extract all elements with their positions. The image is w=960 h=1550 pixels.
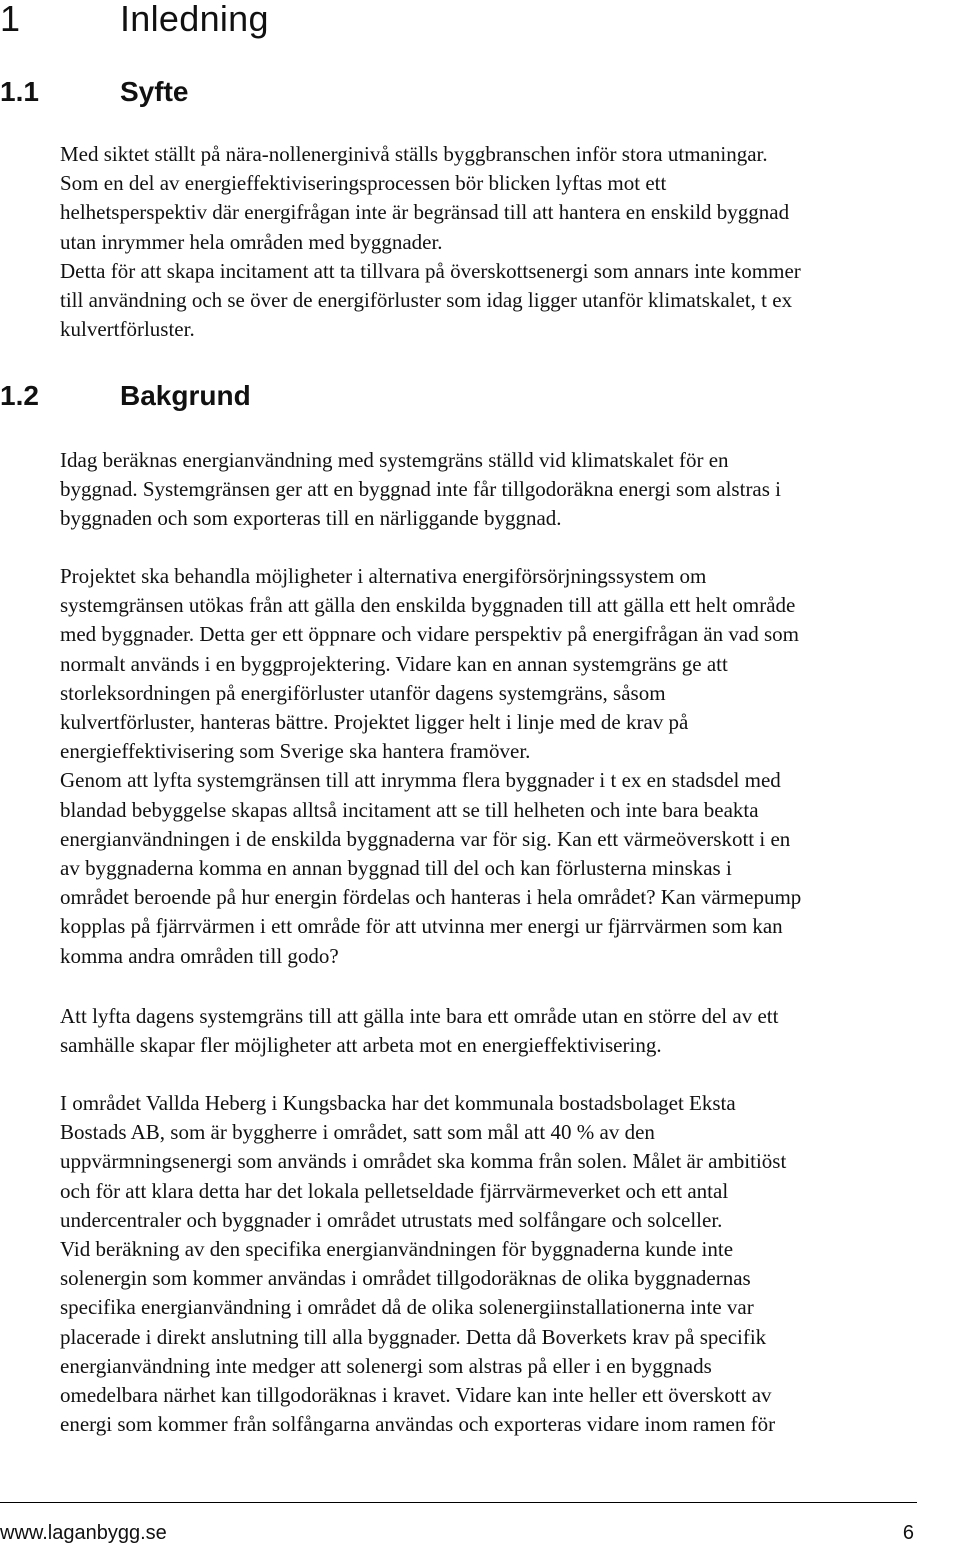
text-line: byggnaden och som exporteras till en närliggande byggnad. [60, 506, 562, 531]
text-line: energianvändningen i de enskilda byggnaderna var för sig. Kan ett värmeöverskott i en [60, 826, 791, 851]
text-line: helhetsperspektiv där energifrågan inte är begränsad till att hantera en enskild byggnad [60, 200, 790, 225]
text-line: specifika energianvändning i området då de olika solenergiinstallationerna inte var [60, 1295, 754, 1320]
text-line: Med siktet ställt på nära-nollenerginivå ställs byggbranschen inför stora utmaningar. [60, 142, 768, 166]
text-line: solenergin som kommer användas i området tillgodoräknas de olika byggnadernas [60, 1266, 751, 1291]
text-line: samhälle skapar fler möjligheter att arbeta mot en energieffektivisering. [60, 1033, 662, 1058]
text-line: Som en del av energieffektiviseringsprocessen bör blicken lyftas mot ett [60, 171, 667, 196]
paragraph-bakgrund-1 [60, 446, 960, 534]
section-heading-bakgrund [0, 379, 251, 413]
text-line: uppvärmningsenergi som används i området ska komma från solen. Målet är ambitiöst [60, 1149, 787, 1174]
text-line: Detta för att skapa incitament att ta tillvara på överskottsenergi som annars inte kommer [60, 258, 801, 283]
text-line: Genom att lyfta systemgränsen till att inrymma flera byggnader i t ex en stadsdel med [60, 768, 781, 793]
text-line: Bostads AB, som är byggherre i området, satt som mål att 40 % av den [60, 1120, 655, 1145]
text-line: I området Vallda Heberg i Kungsbacka har det kommunala bostadsbolaget Eksta [60, 1091, 736, 1115]
text-line: systemgränsen utökas från att gälla den enskilda byggnaden till att gälla ett helt område [60, 593, 796, 618]
chapter-heading [0, 0, 269, 40]
section-title: Bakgrund [120, 380, 251, 411]
section-heading-syfte [0, 75, 188, 109]
text-line: byggnad. Systemgränsen ger att en byggnad inte får tillgodoräkna energi som alstras i [60, 477, 782, 502]
section-title: Syfte [120, 76, 189, 107]
text-line: energianvändning inte medger att solenergi som alstras på eller i en byggnads [60, 1353, 712, 1378]
page-number: 6 [902, 1522, 914, 1544]
chapter-title: Inledning [120, 0, 269, 39]
text-line: av byggnaderna komma en annan byggnad till del och kan förlusterna minskas i [60, 856, 732, 881]
text-line: utan inrymmer hela områden med byggnader. [60, 229, 443, 254]
text-line: med byggnader. Detta ger ett öppnare och vidare perspektiv på energifrågan än vad som [60, 622, 799, 647]
text-line: komma andra områden till godo? [60, 943, 339, 968]
text-line: energieffektivisering som Sverige ska hantera framöver. [60, 739, 531, 764]
section-number: 1.2 [0, 380, 39, 411]
text-line: Idag beräknas energianvändning med systemgräns ställd vid klimatskalet för en [60, 448, 729, 472]
text-line: blandad bebyggelse skapas alltså incitament att se till helheten och inte bara beakta [60, 797, 759, 822]
chapter-number: 1 [0, 0, 21, 39]
text-line: Att lyfta dagens systemgräns till att gälla inte bara ett område utan en större del av ett [60, 1004, 779, 1028]
footer-divider [0, 1502, 917, 1503]
text-line: till användning och se över de energiförluster som idag ligger utanför klimatskalet, t ex [60, 288, 793, 313]
paragraph-syfte [60, 140, 960, 344]
paragraph-bakgrund-4 [60, 1089, 960, 1439]
footer-url: www.laganbygg.se [0, 1522, 167, 1544]
text-line: kopplas på fjärrvärmen i ett område för att utvinna mer energi ur fjärrvärmen som kan [60, 914, 783, 939]
text-line: och för att klara detta har det lokala pelletseldade fjärrvärmeverket och ett antal [60, 1178, 729, 1203]
paragraph-bakgrund-2 [60, 562, 960, 971]
text-line: storleksordningen på energiförluster utanför dagens systemgräns, såsom [60, 680, 666, 705]
text-line: området beroende på hur energin fördelas och hanteras i hela området? Kan värmepump [60, 885, 802, 910]
text-line: energi som kommer från solfångarna användas och exporteras vidare inom ramen för [60, 1412, 776, 1437]
text-line: Vid beräkning av den specifika energianvändningen för byggnaderna kunde inte [60, 1237, 734, 1262]
text-line: Projektet ska behandla möjligheter i alternativa energiförsörjningssystem om [60, 564, 707, 588]
section-number: 1.1 [0, 76, 39, 107]
text-line: kulvertförluster. [60, 317, 195, 342]
text-line: kulvertförluster, hanteras bättre. Projektet ligger helt i linje med de krav på [60, 710, 689, 735]
text-line: undercentraler och byggnader i området utrustats med solfångare och solceller. [60, 1207, 723, 1232]
text-line: normalt används i en byggprojektering. Vidare kan en annan systemgräns ge att [60, 651, 728, 676]
paragraph-bakgrund-3 [60, 1002, 960, 1060]
text-line: placerade i direkt anslutning till alla byggnader. Detta då Boverkets krav på specifik [60, 1324, 767, 1349]
text-line: omedelbara närhet kan tillgodoräknas i kravet. Vidare kan inte heller ett överskott av [60, 1383, 772, 1408]
